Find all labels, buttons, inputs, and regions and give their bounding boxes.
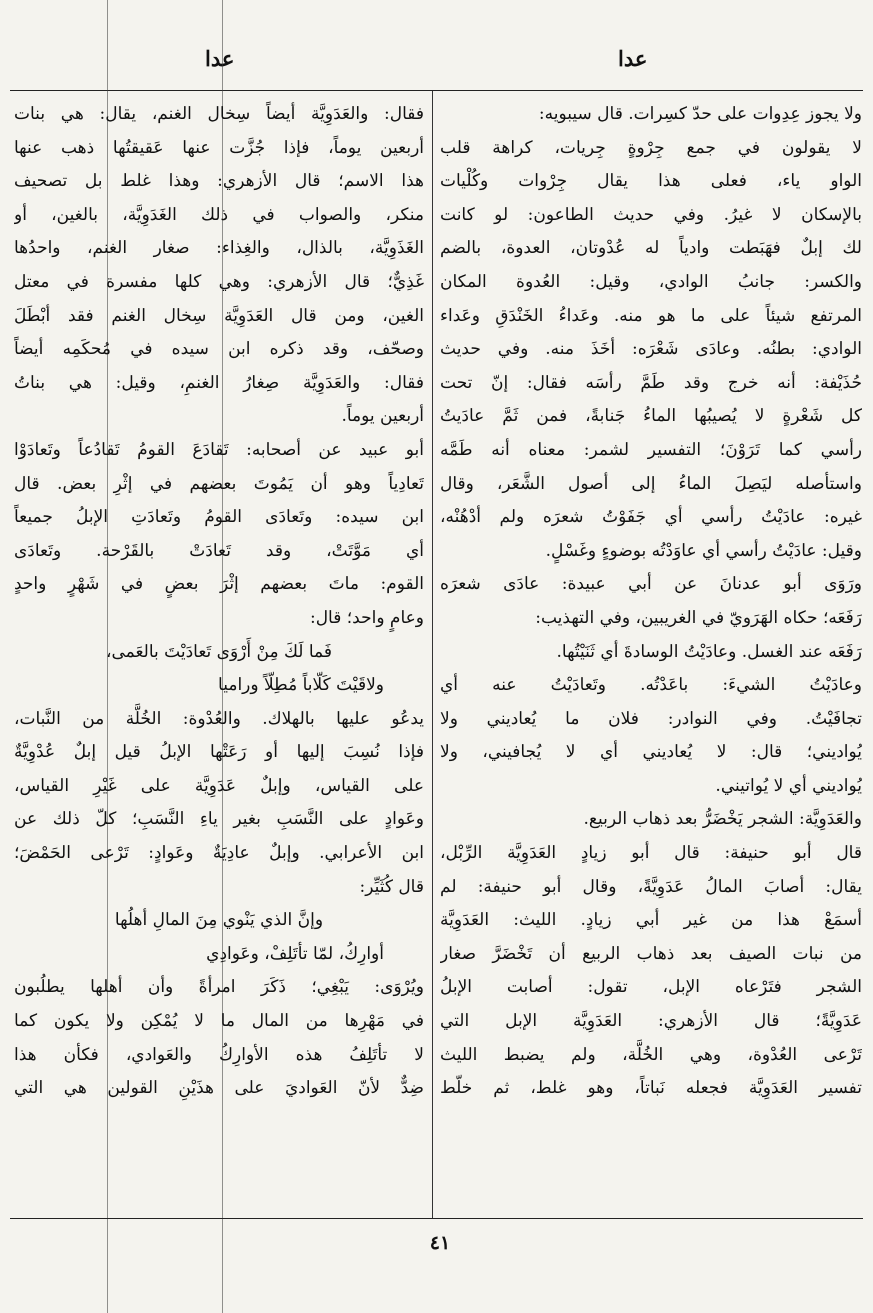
verse-line: فَما لَكَ مِنْ أَرْوَى تَعادَيْتَ بالعَمى، xyxy=(105,641,333,662)
text-line: ابن سيده: وتَعادَى القومُ وتَعادَتِ الإبلُ جميعاً xyxy=(14,507,424,528)
text-line: وعَوادٍ على النَّسَبِ بغير ياءِ النَّسَبِ؛ كلّ ذلك عن xyxy=(14,809,424,830)
text-line: حُذَيْفة: أنه خرج وقد طَمَّ رأسَه فقال: إنّ تحت xyxy=(440,372,862,393)
text-line: ولا يجوز عِدِوات على حدّ كسِرات. قال سيبويه: xyxy=(538,104,862,124)
text-line: أبو عبيد عن أصحابه: تَقادَعَ القومُ تَقادُعاً وتَعادَوْا xyxy=(14,439,424,460)
text-line: الغَذَوِيَّة، بالذال، والغِذاء: صغار الغنم، واحدُها xyxy=(14,238,424,259)
top-rule xyxy=(10,90,863,91)
text-line: واستأصله ليَصِلَ الماءُ إلى أصول الشَّعَر، وقال xyxy=(440,473,862,494)
text-line: الواو ياء، فعلى هذا يقال جِرْوات وكُلْيات xyxy=(440,171,862,192)
text-line: قال كُثَيِّر: xyxy=(359,876,424,897)
text-line: يدعُو عليها بالهلاك. والعُدْوة: الخُلَّة من النَّبات، xyxy=(14,708,424,729)
running-header-left: عدا xyxy=(205,46,235,71)
text-line: يُواديني؛ قال: لا يُعاديني أي لا يُجافيني، ولا xyxy=(440,742,862,763)
text-line: رَفَعَه عند الغسل. وعادَيْتُ الوسادةَ أي ثَنَيْتُها. xyxy=(556,641,862,662)
text-line: تَعادِياً وهو أن يَمُوتَ بعضهم في إثْرِ بعض. قال xyxy=(14,473,424,494)
bottom-rule xyxy=(10,1218,863,1219)
text-line: لا يقولون في جمع جِرْوةٍ جِريات، كراهة قلب xyxy=(440,137,862,158)
text-line: والعَدَوِيَّة: الشجر يَخْضَرُّ بعد ذهاب الربيع. xyxy=(583,809,862,830)
text-line: ويُرْوَى: يَبْغِي؛ ذَكَرَ امرأةً وأن أهلها يطلُبون xyxy=(14,977,424,998)
text-line: بالإسكان لا غيرُ. وفي حديث الطاعون: لو كانت xyxy=(440,204,862,225)
text-line: ضِدٌّ لأنّ العَواديَ على هذَيْنِ القولين هي التي xyxy=(14,1078,424,1099)
text-line: الشجر فتَرْعاه الإبل، تقول: أصابت الإبلُ xyxy=(440,977,862,998)
page-number: ٤١ xyxy=(429,1232,451,1254)
text-line: رَفَعَه؛ حكاه الهَرَويّ في الغريبين، وفي التهذيب: xyxy=(535,607,862,628)
text-line: يقال: أصابَ المالُ عَدَوِيَّةً، وقال أبو حنيفة: لم xyxy=(440,876,862,897)
text-line: فقال: والعَدَوِيَّة أيضاً سِخال الغنم، يقال: هي بنات xyxy=(14,104,424,124)
text-line: فإذا نُسِبَ إليها أو رَعَتْها الإبلُ قيل إبلٌ عُدْوِيَّةٌ xyxy=(14,742,424,763)
text-line: غيره: عادَيْتُ رأسي أي جَفَوْتُ شعرَه ولم أدْهُنْه، xyxy=(440,507,862,528)
text-line: من نبات الصيف بعد ذهاب الربيع أن تَخْضَرَّ صغار xyxy=(440,943,862,964)
text-line: لا تأتَلِفُ هذه الأوارِكُ والعَوادي، فكأن هذا xyxy=(14,1044,424,1065)
text-line: على القياس، وإبلٌ عَدَوِيَّة على غَيْرِ القياس، xyxy=(14,775,424,796)
text-line: غَذِيٌّ؛ قال الأزهري: وهي كلها مفسرة في معتل xyxy=(14,271,424,292)
text-line: وعادَيْتُ الشيءَ: باعَدْتُه. وتَعادَيْتُ عنه أي xyxy=(440,675,862,696)
text-line: والكسر: جانبُ الوادي، وقيل: العُدوة المكان xyxy=(440,271,862,292)
text-line: ابن الأعرابي. وإبلٌ عادِيَةٌ وعَوادٍ: تَرْعى الحَمْضَ؛ xyxy=(14,843,424,864)
verse-line: أوارِكُ، لمّا تأتَلِفْ، وعَوادِي xyxy=(206,943,384,964)
text-line: المرتفع شيئاً على ما هو منه. وعَداءُ الخَنْدَقِ وعَداء xyxy=(440,305,862,326)
text-line: فقال: والعَدَوِيَّة صِغارُ الغنمِ، وقيل: هي بناتُ xyxy=(14,372,424,393)
column-divider xyxy=(432,91,433,1218)
text-line: رأسي كما تَرَوْنَ؛ التفسير لشمر: معناه أنه طَمَّه xyxy=(440,439,862,460)
verse-line: وإنَّ الذي يَنْوي مِنَ المالِ أهلُها xyxy=(114,910,324,931)
text-line: تجافَيْتُ. وفي النوادر: فلان ما يُعاديني ولا xyxy=(440,708,862,729)
text-line: الغين، ومن قال العَدَوِيَّة سِخال الغنم فقد أبْطَلَ xyxy=(14,305,424,326)
text-line: أربعين يوماً. xyxy=(341,406,424,427)
text-line: أي مَوَّتَتْ، وقد تَعادَتْ بالقَرْحة. وتَعادَى xyxy=(14,540,424,561)
verse-line: ولاقَيْتَ كَلّاباً مُطِلّاً وراميا xyxy=(218,675,384,696)
text-line: قال أبو حنيفة: قال أبو زيادٍ العَدَوِيَّة الرِّبْل، xyxy=(440,843,862,864)
text-line: القوم: ماتَ بعضهم إثْرَ بعضٍ في شَهْرٍ واحدٍ xyxy=(14,574,424,595)
text-line: أسمَعْ هذا من غير أبي زيادٍ. الليث: العَدَوِيَّة xyxy=(440,910,862,931)
text-line: وصحّف، وقد ذكره ابن سيده في مُحكَمِه أيضاً xyxy=(14,339,424,360)
right-text-column xyxy=(440,98,862,1208)
left-text-column xyxy=(14,98,424,1208)
text-line: كل شَعْرةٍ لا يُصيبُها الماءُ جَنابةً، فمن ثَمَّ عادَيتُ xyxy=(440,406,862,427)
text-line: يُواديني أي لا يُواتيني. xyxy=(715,775,862,796)
text-line: وعامٍ واحد؛ قال: xyxy=(309,607,424,628)
text-line: ورَوَى أبو عدنانَ عن أبي عبيدة: عادَى شعرَه xyxy=(440,574,862,595)
text-line: عَدَوِيَّةً؛ قال الأزهري: العَدَوِيَّة الإبل التي xyxy=(440,1011,862,1032)
text-line: في مَهْرِها من المال ما لا يُمْكِن ولا يكون كما xyxy=(14,1011,424,1032)
text-line: منكر، والصواب في ذلك الغَدَوِيَّة، بالغين، أو xyxy=(14,204,424,225)
text-line: هذا الاسم؛ قال الأزهري: وهذا غلط بل تصحيف xyxy=(14,171,424,192)
running-header-right: عدا xyxy=(618,46,648,71)
text-line: أربعين يوماً، فإذا جُزَّت عنها عَقيقتُها ذهب عنها xyxy=(14,137,424,158)
text-line: الوادي: بطنُه. وعادَى شَعْرَه: أخَذَ منه. وفي حديث xyxy=(440,339,862,360)
text-line: تفسير العَدَوِيَّة فجعله نَباتاً، وهو غلط، ثم خلّط xyxy=(440,1078,862,1099)
text-line: وقيل: عادَيْتُ رأسي أي عاوَدْتُه بوضوءٍ وغَسْلٍ. xyxy=(545,540,862,561)
text-line: تَرْعى العُدْوة، وهي الخُلَّة، ولم يضبط الليث xyxy=(440,1044,862,1065)
text-line: لك إبلٌ فهَبَطت وادياً له عُدْوتان، العدوة، بالضم xyxy=(440,238,862,259)
